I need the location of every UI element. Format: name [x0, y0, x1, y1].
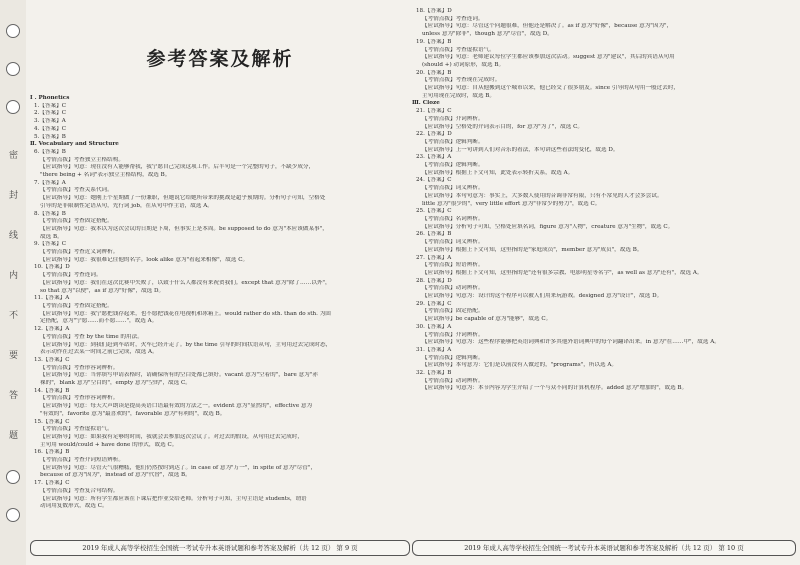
- explanation-line: "there being + 名词"表示独立主格结构，故选 B。: [40, 172, 171, 179]
- right-page-footer: 2019 年成人高等学校招生全国统一考试专升本英语试题和参考答案及解析（共 12 页） 第 10 页: [412, 540, 796, 556]
- section-heading: I . Phonetics: [30, 95, 70, 101]
- answer-line: 19.【答案】B: [416, 38, 452, 45]
- explanation-line: "有效的"，favorite 意为"最喜欢的"，favorable 意为"有利的"，故选 B。: [40, 410, 226, 417]
- left-page: [30, 8, 410, 556]
- answer-line: 11.【答案】A: [34, 295, 70, 302]
- explanation-line: 【应试指导】句意：我本以为这次会议的日期是下周，但事实上是本周。be supposed to do 意为"本应该做某事"，: [40, 225, 328, 232]
- explanation-line: 【应试指导】句意：自从他搬到这个城市以来，他已经交了很多朋友。since 引导的从句用一般过去时，: [422, 85, 680, 92]
- explanation-line: 【考情点拨】逻辑判断。: [422, 138, 484, 145]
- answer-line: 12.【答案】A: [34, 326, 70, 333]
- explanation-line: 定搭配，意为"宁愿……而不愿……"，故选 A。: [40, 318, 158, 325]
- binding-hole: [6, 100, 20, 114]
- explanation-line: 【考情点拨】考查关系代词。: [40, 187, 113, 194]
- explanation-line: 【考情点拨】考查复合句结构。: [40, 487, 119, 494]
- answer-line: 3.【答案】A: [34, 118, 66, 125]
- explanation-line: because of 意为"因为"，instead of 意为"代替"，故选 B。: [40, 472, 191, 479]
- seal-char: 线: [7, 230, 17, 239]
- explanation-line: 【考情点拨】固定搭配。: [422, 308, 484, 315]
- answer-line: 27.【答案】A: [416, 254, 452, 261]
- answer-line: 25.【答案】C: [416, 208, 452, 215]
- explanation-line: 【考情点拨】考查近义词辨析。: [40, 249, 119, 256]
- explanation-line: 【考情点拨】逻辑判断。: [422, 354, 484, 361]
- explanation-line: 【应试指导】根据上下文可知，此处表示转折关系，故选 A。: [422, 169, 574, 176]
- binding-hole: [6, 24, 20, 38]
- explanation-line: 【应试指导】be capable of 意为"能够"，故选 C。: [422, 316, 552, 323]
- explanation-line: 【考情点拨】短语辨析。: [422, 262, 484, 269]
- answer-line: 2.【答案】C: [34, 110, 66, 117]
- explanation-line: 【应试指导】句意：老师建议每位学生都应该参加这次活动。suggest 意为"建议"，其后的宾语从句用: [422, 54, 675, 61]
- explanation-line: 【应试指导】分析句子可知，空格处应填名词，figure 意为"人物"，creature 意为"生物"，故选 C。: [422, 223, 674, 230]
- explanation-line: 【应试指导】句意：她刚上个星期做了一份兼职，但她说它给她所带来的挑战是超乎预期的。分析句子可知，空格处: [40, 195, 326, 202]
- binding-hole: [6, 508, 20, 522]
- explanation-line: 【考情点拨】词义辨析。: [422, 185, 484, 192]
- binding-hole: [6, 62, 20, 76]
- explanation-line: 【考情点拨】名词辨析。: [422, 215, 484, 222]
- explanation-line: 【应试指导】句意：每天大声朗读是提高英语口语最有效的方法之一。evident 意为"显然的"，effective 意为: [40, 403, 313, 410]
- answer-line: 17.【答案】C: [34, 480, 70, 487]
- explanation-line: 【考情点拨】考查虚拟语气。: [422, 46, 495, 53]
- explanation-line: 主句用 would/could + have done 的形式，故选 C。: [40, 441, 178, 448]
- explanation-line: 引导的是非限制性定语从句，先行词 job，在从句中作主语，故选 A。: [40, 202, 213, 209]
- explanation-line: 表示动作在过去某一时间之前已完成，故选 A。: [40, 349, 158, 356]
- seal-char: 内: [7, 270, 17, 279]
- answer-line: 18.【答案】D: [416, 8, 452, 14]
- answer-line: 10.【答案】D: [34, 264, 70, 271]
- answer-line: 32.【答案】B: [416, 370, 452, 377]
- answer-line: 22.【答案】D: [416, 131, 452, 138]
- answer-line: 31.【答案】A: [416, 346, 452, 353]
- answer-line: 30.【答案】A: [416, 323, 452, 330]
- seal-char: 密: [7, 150, 17, 159]
- section-heading: Ⅲ. Cloze: [412, 100, 440, 107]
- explanation-line: 【考情点拨】考查固定搭配。: [40, 218, 113, 225]
- explanation-line: unless 意为"除非"，though 意为"尽管"，故选 D。: [422, 31, 553, 38]
- right-answer-text: [412, 8, 796, 393]
- explanation-line: 【应试指导】句意：现在没有人能够帮我，我宁愿自己完成这项工作。后半句是一个完整的句子，不缺少成分，: [40, 164, 315, 171]
- explanation-line: 主句用现在完成时，故选 B。: [422, 92, 496, 99]
- answer-line: 15.【答案】C: [34, 418, 70, 425]
- answer-line: 4.【答案】C: [34, 125, 66, 132]
- explanation-line: 【应试指导】句意：到我们赶到车站时，火车已经开走了。by the time 引导的时间状语从句，主句用过去完成时态，: [40, 341, 332, 348]
- answer-line: 20.【答案】B: [416, 69, 452, 76]
- answer-line: 1.【答案】C: [34, 102, 66, 109]
- explanation-line: 【应试指导】句意为：设计的这个程序可以被人们用来玩游戏。designed 意为"设计"，故选 D。: [422, 293, 663, 300]
- explanation-line: little 意为"很少的"，very little effort 意为"非常少的努力"，故选 C。: [422, 200, 601, 207]
- answer-line: 26.【答案】B: [416, 231, 452, 238]
- explanation-line: 【考情点拨】动词辨析。: [422, 377, 484, 384]
- answer-line: 24.【答案】C: [416, 177, 452, 184]
- answer-line: 28.【答案】D: [416, 277, 452, 284]
- explanation-line: 【应试指导】本句句意为：事实上，大多数人使用的音调非常有限，只有不常见的人才会多尝试。: [422, 192, 663, 199]
- explanation-line: 【考情点拨】考查介词短语辨析。: [40, 457, 124, 464]
- answer-line: 14.【答案】B: [34, 387, 70, 394]
- explanation-line: 【考情点拨】考查 by the time 的用法。: [40, 333, 143, 340]
- explanation-line: 【应试指导】句意：尽管天气很糟糕，他们仍然按时到达了。in case of 意为"万一"，in spite of 意为"尽管"，: [40, 464, 317, 471]
- explanation-line: 【应试指导】空格处的介词表示目的，for 意为"为了"，故选 C。: [422, 123, 583, 130]
- explanation-line: 【应试指导】句意：尽管这个问题很难，但他还是解决了。as if 意为"好像"，because 意为"因为"，: [422, 23, 673, 30]
- explanation-line: 【应试指导】上一句讲到人们对音乐的看法，本句讲这些看法的变化，故选 D。: [422, 146, 619, 153]
- explanation-line: 【考情点拨】逻辑判断。: [422, 162, 484, 169]
- explanation-line: 【考情点拨】动词辨析。: [422, 285, 484, 292]
- explanation-line: 【应试指导】根据上下文可知，这里指的是"还有很多宗教、电影明星等名字"，as well as 意为"还有"，故选 A。: [422, 269, 703, 276]
- binding-margin: [0, 0, 26, 565]
- explanation-line: 【应试指导】句意：我很难记住他的名字。look alike 意为"看起来相像"，故选 C。: [40, 256, 249, 263]
- explanation-line: 【考情点拨】介词辨析。: [422, 115, 484, 122]
- explanation-line: 【应试指导】句意：我们在这次比赛中失败了，以致于什么人都没有来祝贺我们。except that 意为"除了……以外"，: [40, 279, 331, 286]
- seal-char: 不: [7, 310, 17, 319]
- explanation-line: 【考情点拨】考查固定搭配。: [40, 302, 113, 309]
- explanation-line: 【考情点拨】考查现在完成时。: [422, 77, 501, 84]
- explanation-line: 动词用复数形式，故选 C。: [40, 503, 108, 510]
- explanation-line: 【应试指导】句意为：这些程序能够把英语词典和许多其他外语词典中的每个词翻译出来。in 意为"在……中"，故选 A。: [422, 339, 720, 346]
- binding-hole: [6, 470, 20, 484]
- explanation-line: 故选 B。: [40, 233, 63, 240]
- answer-line: 6.【答案】B: [34, 148, 66, 155]
- explanation-line: 【应试指导】句意：所有学生都应该在下课后把作业交给老师。分析句子可知，主句主语是 students，谓语: [40, 495, 307, 502]
- explanation-line: 裸的"，blank 意为"空白的"，empty 意为"空的"，故选 C。: [40, 380, 191, 387]
- explanation-line: 【考情点拨】考查连词。: [40, 272, 102, 279]
- answer-line: 23.【答案】A: [416, 154, 452, 161]
- answer-line: 16.【答案】B: [34, 449, 70, 456]
- left-page-footer: 2019 年成人高等学校招生全国统一考试专升本英语试题和参考答案及解析（共 12 页） 第 9 页: [30, 540, 410, 556]
- section-heading: Ⅱ. Vocabulary and Structure: [30, 141, 119, 148]
- seal-char: 要: [7, 350, 17, 359]
- left-answer-text: [30, 95, 410, 511]
- explanation-line: 【考情点拨】考查虚拟语气。: [40, 426, 113, 433]
- right-page: [412, 8, 796, 556]
- explanation-line: 【考情点拨】考查形容词辨析。: [40, 364, 119, 371]
- answer-line: 7.【答案】A: [34, 179, 66, 186]
- explanation-line: (should +) 动词原形，故选 B。: [422, 61, 505, 68]
- answer-line: 5.【答案】B: [34, 133, 66, 140]
- answer-line: 13.【答案】C: [34, 356, 70, 363]
- explanation-line: 【应试指导】句意：如果我有足够的时间，我就会去参加这次会议了。对过去的假设，从句用过去完成时，: [40, 433, 303, 440]
- answer-line: 9.【答案】C: [34, 241, 66, 248]
- answer-line: 29.【答案】C: [416, 300, 452, 307]
- page-title: 参考答案及解析: [146, 48, 294, 70]
- explanation-line: 【考情点拨】介词辨析。: [422, 331, 484, 338]
- seal-char: 封: [7, 190, 17, 199]
- explanation-line: 【应试指导】句意：当你填写申请表格时，请确保所有的空白处都已填好。vacant 意为"空着的"，bare 意为"赤: [40, 372, 318, 379]
- answer-line: 8.【答案】B: [34, 210, 66, 217]
- explanation-line: 【应试指导】句意为：本节内容为学生介绍了一个与众不同的计算机程序。added 意为"增加的"，故选 B。: [422, 385, 688, 392]
- explanation-line: 【应试指导】句意：我宁愿把钱存起来，也不愿把钱花在电视机和冰箱上。would rather do sth. than do sth. 为固: [40, 310, 331, 317]
- explanation-line: 【考情点拨】考查连词。: [422, 15, 484, 22]
- answer-line: 21.【答案】C: [416, 108, 452, 115]
- explanation-line: 【应试指导】根据上下文可知，这里指的是"家庭成员"，member 意为"成员"，故选 B。: [422, 246, 643, 253]
- explanation-line: 【考情点拨】词义辨析。: [422, 239, 484, 246]
- explanation-line: 【应试指导】本句意为：它们是以前没有人做过的，"programs"，所以选 A。: [422, 362, 617, 369]
- explanation-line: so that 意为"以便"，as if 意为"好像"，故选 D。: [40, 287, 165, 294]
- seal-char: 题: [7, 430, 17, 439]
- explanation-line: 【考情点拨】考查形容词辨析。: [40, 395, 119, 402]
- explanation-line: 【考情点拨】考查独立主格结构。: [40, 156, 124, 163]
- seal-char: 答: [7, 390, 17, 399]
